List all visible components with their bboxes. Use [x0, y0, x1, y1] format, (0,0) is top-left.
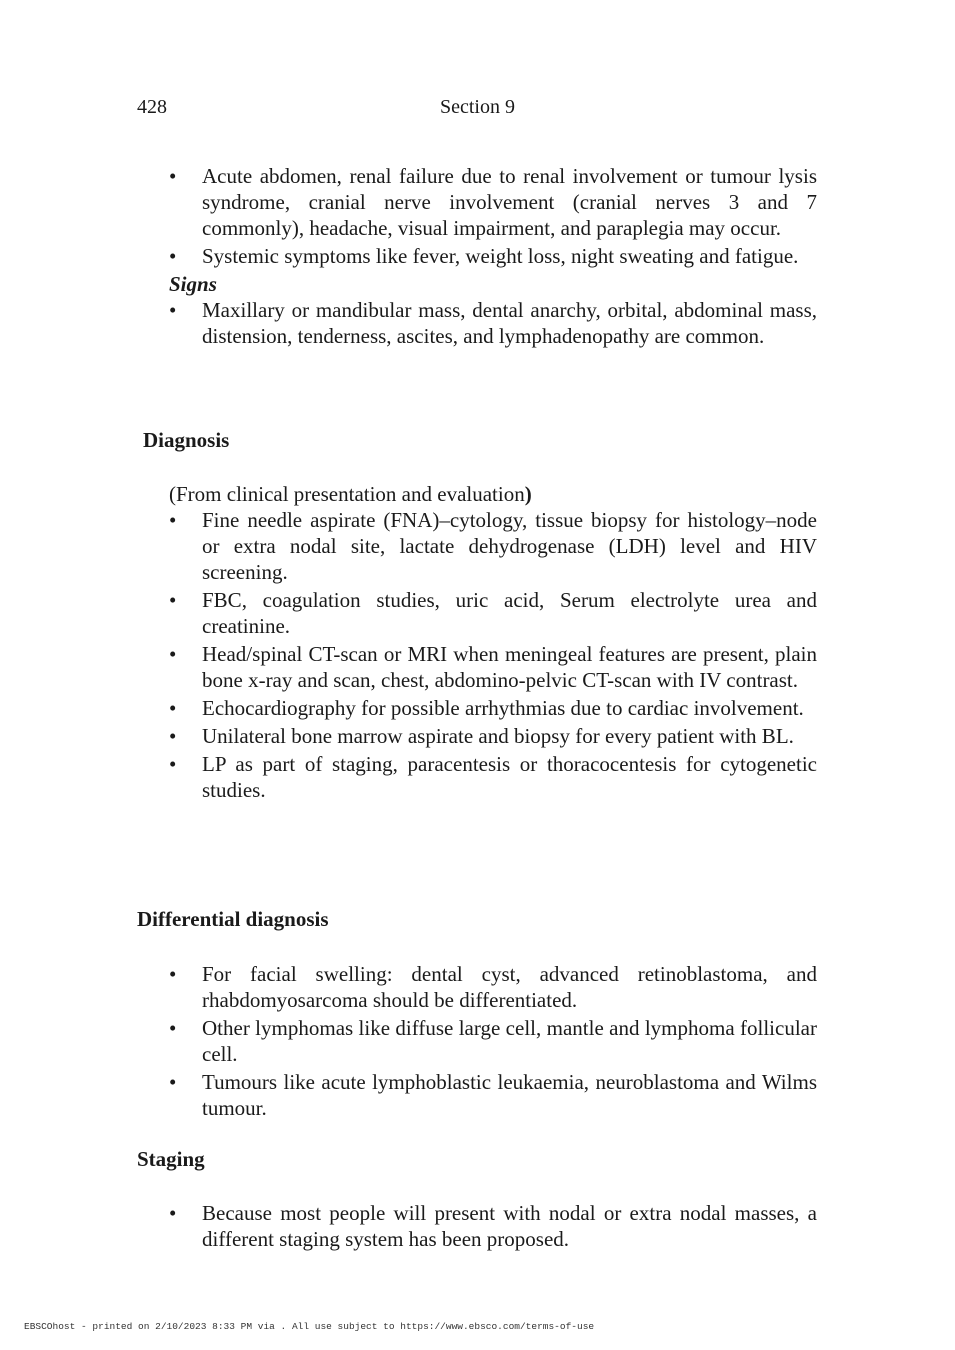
differential-heading: Differential diagnosis: [137, 907, 329, 931]
symptoms-section: [169, 163, 817, 351]
symptoms-list: [169, 163, 817, 269]
diagnosis-intro-close: ): [524, 482, 532, 506]
list-item: • LP as part of staging, paracentesis or thoracocentesis for cytogenetic studies.: [169, 751, 817, 803]
signs-heading: Signs: [169, 272, 217, 296]
differential-section: [169, 961, 817, 1123]
list-item: • Because most people will present with nodal or extra nodal masses, a different staging system has been proposed.: [169, 1200, 817, 1252]
list-item: • Unilateral bone marrow aspirate and biopsy for every patient with BL.: [169, 723, 817, 749]
list-item: • For facial swelling: dental cyst, advanced retinoblastoma, and rhabdomyosarcoma should be differentiated.: [169, 961, 817, 1013]
running-head: Section 9: [440, 96, 515, 118]
list-item: • Other lymphomas like diffuse large cell, mantle and lymphoma follicular cell.: [169, 1015, 817, 1067]
diagnosis-intro: [169, 481, 532, 507]
diagnosis-list: [169, 507, 817, 803]
list-item: • Tumours like acute lymphoblastic leukaemia, neuroblastoma and Wilms tumour.: [169, 1069, 817, 1121]
list-item: • Head/spinal CT-scan or MRI when meningeal features are present, plain bone x-ray and scan, chest, abdomino-pelvic CT-scan with IV contrast.: [169, 641, 817, 693]
diagnosis-intro-text: (From clinical presentation and evaluation: [169, 482, 525, 506]
list-item: • Fine needle aspirate (FNA)–cytology, tissue biopsy for histology–node or extra nodal site, lactate dehydrogenase (LDH) level and HIV screening.: [169, 507, 817, 585]
page-number: 428: [137, 96, 167, 118]
staging-section: [169, 1200, 817, 1254]
signs-list: [169, 297, 817, 349]
list-item: • Echocardiography for possible arrhythmias due to cardiac involvement.: [169, 695, 817, 721]
list-item: • Maxillary or mandibular mass, dental anarchy, orbital, abdominal mass, distension, tenderness, ascites, and lymphadenopathy are common.: [169, 297, 817, 349]
list-item: • FBC, coagulation studies, uric acid, Serum electrolyte urea and creatinine.: [169, 587, 817, 639]
staging-heading: Staging: [137, 1147, 205, 1171]
staging-list: [169, 1200, 817, 1252]
list-item: • Systemic symptoms like fever, weight loss, night sweating and fatigue.: [169, 243, 817, 269]
footer-notice: EBSCOhost - printed on 2/10/2023 8:33 PM via . All use subject to https://www.ebsco.com/terms-of-use: [24, 1321, 595, 1332]
list-item: • Acute abdomen, renal failure due to renal involvement or tumour lysis syndrome, cranial nerve involvement (cranial nerves 3 and 7 commonly), headache, visual impairment, and paraplegia may occur.: [169, 163, 817, 241]
diagnosis-heading: Diagnosis: [143, 428, 230, 452]
differential-list: [169, 961, 817, 1121]
diagnosis-section: [169, 507, 817, 805]
